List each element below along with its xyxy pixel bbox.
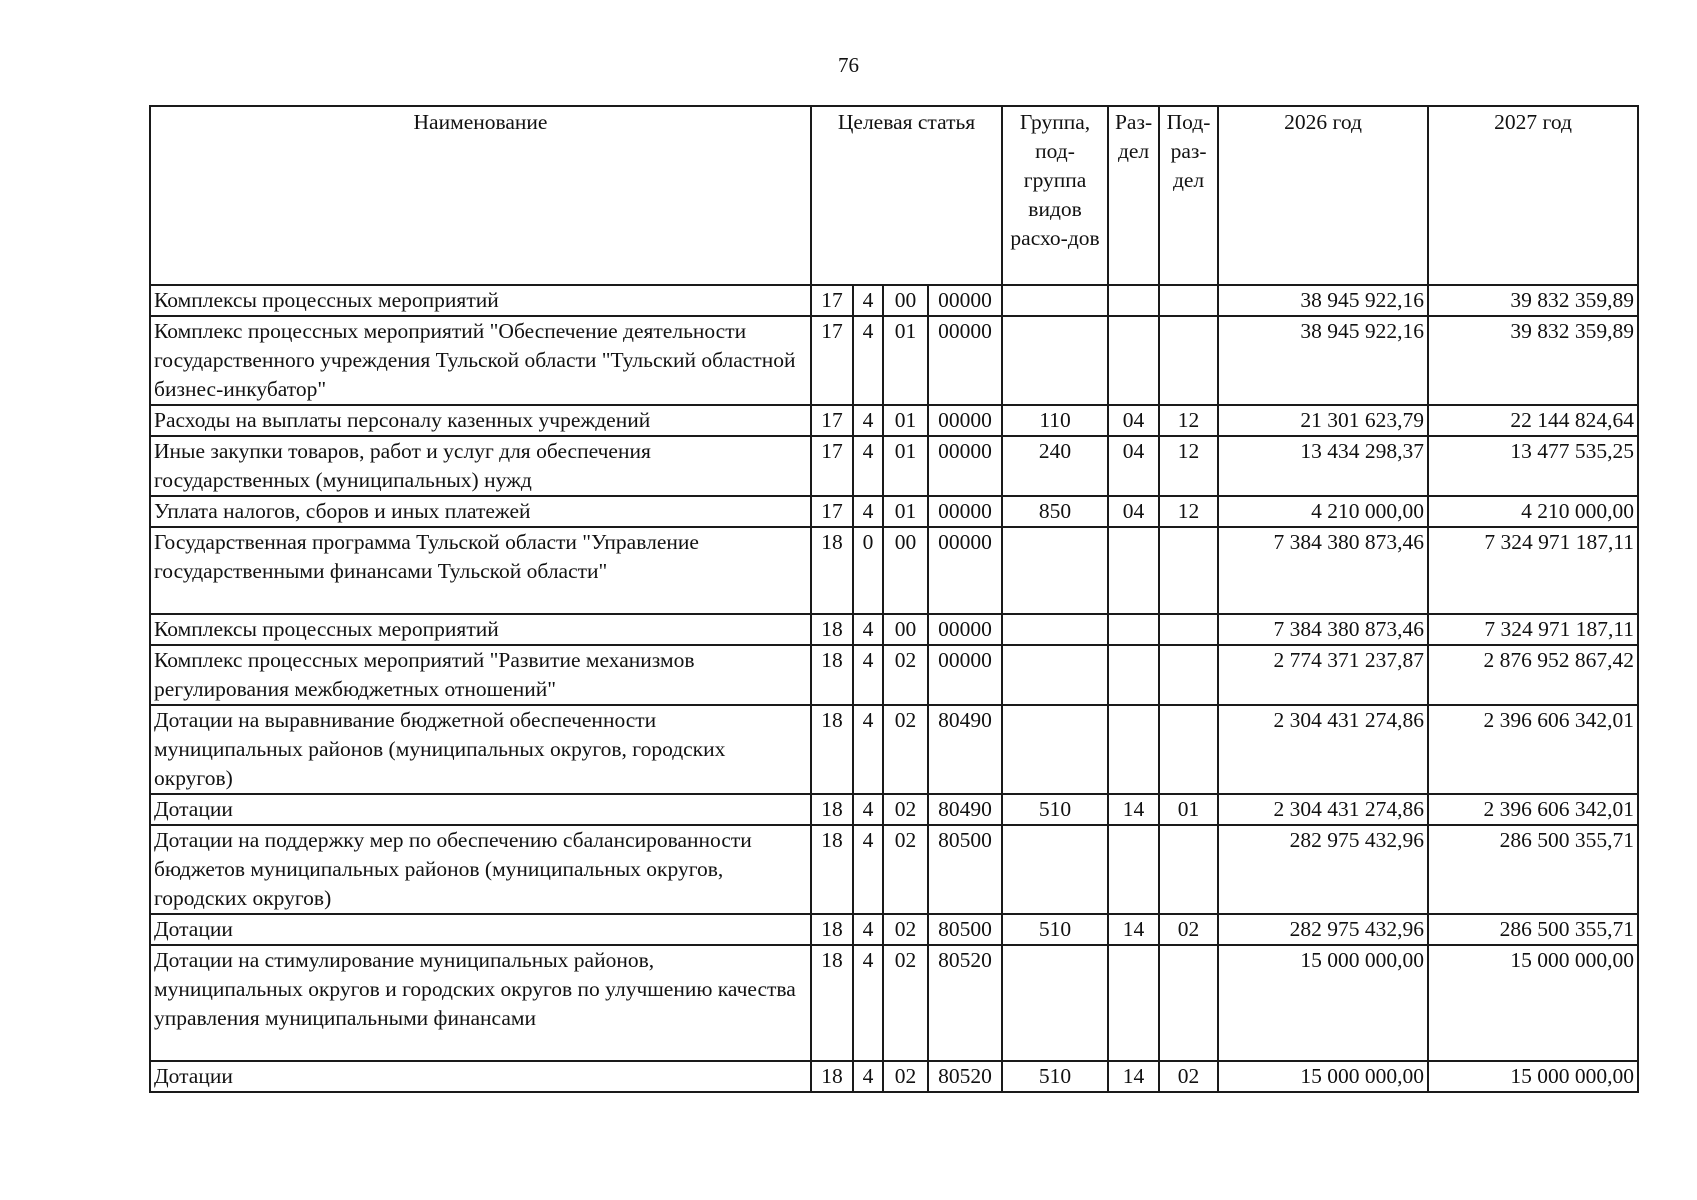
code-type: 4 (853, 645, 883, 705)
section (1108, 945, 1159, 1061)
amount-2027: 286 500 355,71 (1428, 914, 1638, 945)
table-row (150, 945, 1638, 1061)
code-direction: 00000 (928, 496, 1002, 527)
subsection (1159, 316, 1218, 405)
code-type: 4 (853, 945, 883, 1061)
code-direction: 00000 (928, 316, 1002, 405)
code-complex: 00 (883, 285, 928, 316)
code-direction: 00000 (928, 436, 1002, 496)
amount-2026: 282 975 432,96 (1218, 825, 1428, 914)
code-complex: 02 (883, 645, 928, 705)
header-expense-group: Группа, под-группа видов расхо-дов (1002, 106, 1108, 285)
row-name: Комплекс процессных мероприятий "Обеспечение деятельности государственного учреждения Тульской области "Тульский областной бизнес-инкубатор" (150, 316, 811, 405)
amount-2026: 2 304 431 274,86 (1218, 705, 1428, 794)
code-direction: 80500 (928, 914, 1002, 945)
code-complex: 02 (883, 794, 928, 825)
amount-2026: 15 000 000,00 (1218, 1061, 1428, 1092)
section: 04 (1108, 405, 1159, 436)
code-program: 17 (811, 496, 853, 527)
code-program: 17 (811, 405, 853, 436)
table-row (150, 914, 1638, 945)
section (1108, 614, 1159, 645)
section: 04 (1108, 436, 1159, 496)
amount-2027: 4 210 000,00 (1428, 496, 1638, 527)
code-direction: 00000 (928, 527, 1002, 614)
code-program: 17 (811, 285, 853, 316)
amount-2027: 2 396 606 342,01 (1428, 794, 1638, 825)
amount-2027: 2 396 606 342,01 (1428, 705, 1638, 794)
row-name: Дотации (150, 914, 811, 945)
table-row (150, 496, 1638, 527)
section: 14 (1108, 794, 1159, 825)
amount-2027: 39 832 359,89 (1428, 285, 1638, 316)
subsection: 01 (1159, 794, 1218, 825)
expense-group (1002, 527, 1108, 614)
table-row (150, 614, 1638, 645)
code-type: 4 (853, 1061, 883, 1092)
code-program: 18 (811, 614, 853, 645)
row-name: Расходы на выплаты персоналу казенных учреждений (150, 405, 811, 436)
table-row (150, 527, 1638, 614)
subsection (1159, 825, 1218, 914)
code-complex: 01 (883, 496, 928, 527)
code-type: 4 (853, 705, 883, 794)
section: 14 (1108, 1061, 1159, 1092)
code-complex: 00 (883, 614, 928, 645)
code-complex: 02 (883, 914, 928, 945)
table-row (150, 645, 1638, 705)
amount-2027: 39 832 359,89 (1428, 316, 1638, 405)
section (1108, 316, 1159, 405)
amount-2026: 21 301 623,79 (1218, 405, 1428, 436)
code-direction: 80490 (928, 705, 1002, 794)
code-direction: 00000 (928, 405, 1002, 436)
code-direction: 00000 (928, 285, 1002, 316)
code-program: 17 (811, 316, 853, 405)
code-type: 4 (853, 825, 883, 914)
amount-2026: 4 210 000,00 (1218, 496, 1428, 527)
amount-2027: 7 324 971 187,11 (1428, 527, 1638, 614)
code-program: 17 (811, 436, 853, 496)
code-type: 4 (853, 316, 883, 405)
amount-2027: 286 500 355,71 (1428, 825, 1638, 914)
subsection: 02 (1159, 1061, 1218, 1092)
amount-2026: 282 975 432,96 (1218, 914, 1428, 945)
subsection (1159, 645, 1218, 705)
amount-2026: 38 945 922,16 (1218, 285, 1428, 316)
code-program: 18 (811, 645, 853, 705)
code-program: 18 (811, 945, 853, 1061)
amount-2026: 15 000 000,00 (1218, 945, 1428, 1061)
code-complex: 01 (883, 405, 928, 436)
subsection: 12 (1159, 496, 1218, 527)
code-complex: 01 (883, 436, 928, 496)
section (1108, 285, 1159, 316)
row-name: Комплекс процессных мероприятий "Развитие механизмов регулирования межбюджетных отношений" (150, 645, 811, 705)
row-name: Иные закупки товаров, работ и услуг для обеспечения государственных (муниципальных) нужд (150, 436, 811, 496)
code-complex: 02 (883, 1061, 928, 1092)
expense-group (1002, 945, 1108, 1061)
row-name: Комплексы процессных мероприятий (150, 614, 811, 645)
row-name: Дотации на выравнивание бюджетной обеспеченности муниципальных районов (муниципальных округов, городских округов) (150, 705, 811, 794)
code-direction: 00000 (928, 614, 1002, 645)
expense-group: 510 (1002, 914, 1108, 945)
code-direction: 80490 (928, 794, 1002, 825)
subsection: 02 (1159, 914, 1218, 945)
section (1108, 527, 1159, 614)
code-direction: 80520 (928, 945, 1002, 1061)
amount-2026: 7 384 380 873,46 (1218, 527, 1428, 614)
row-name: Дотации на стимулирование муниципальных районов, муниципальных округов и городских округов по улучшению качества управления муниципальными финансами (150, 945, 811, 1061)
code-direction: 00000 (928, 645, 1002, 705)
amount-2026: 2 304 431 274,86 (1218, 794, 1428, 825)
code-complex: 02 (883, 945, 928, 1061)
header-section: Раз-дел (1108, 106, 1159, 285)
amount-2027: 22 144 824,64 (1428, 405, 1638, 436)
code-program: 18 (811, 794, 853, 825)
code-type: 4 (853, 914, 883, 945)
budget-table (149, 105, 1639, 1093)
row-name: Дотации на поддержку мер по обеспечению сбалансированности бюджетов муниципальных районов (муниципальных округов, городских округов) (150, 825, 811, 914)
amount-2027: 15 000 000,00 (1428, 1061, 1638, 1092)
table-row (150, 285, 1638, 316)
section: 14 (1108, 914, 1159, 945)
section (1108, 825, 1159, 914)
table-row (150, 1061, 1638, 1092)
code-complex: 01 (883, 316, 928, 405)
row-name: Дотации (150, 794, 811, 825)
amount-2027: 15 000 000,00 (1428, 945, 1638, 1061)
code-type: 4 (853, 436, 883, 496)
expense-group (1002, 316, 1108, 405)
code-complex: 02 (883, 705, 928, 794)
amount-2027: 7 324 971 187,11 (1428, 614, 1638, 645)
row-name: Комплексы процессных мероприятий (150, 285, 811, 316)
section (1108, 645, 1159, 705)
amount-2027: 13 477 535,25 (1428, 436, 1638, 496)
expense-group: 110 (1002, 405, 1108, 436)
subsection: 12 (1159, 405, 1218, 436)
expense-group: 850 (1002, 496, 1108, 527)
header-subsection: Под-раз-дел (1159, 106, 1218, 285)
amount-2026: 38 945 922,16 (1218, 316, 1428, 405)
code-program: 18 (811, 914, 853, 945)
code-complex: 02 (883, 825, 928, 914)
expense-group (1002, 645, 1108, 705)
expense-group: 510 (1002, 1061, 1108, 1092)
expense-group: 240 (1002, 436, 1108, 496)
table-row (150, 405, 1638, 436)
table-row (150, 825, 1638, 914)
code-type: 4 (853, 285, 883, 316)
table-row (150, 794, 1638, 825)
code-type: 4 (853, 405, 883, 436)
amount-2026: 13 434 298,37 (1218, 436, 1428, 496)
expense-group (1002, 825, 1108, 914)
subsection (1159, 614, 1218, 645)
subsection (1159, 705, 1218, 794)
code-program: 18 (811, 825, 853, 914)
amount-2027: 2 876 952 867,42 (1428, 645, 1638, 705)
header-name: Наименование (150, 106, 811, 285)
code-program: 18 (811, 527, 853, 614)
code-complex: 00 (883, 527, 928, 614)
code-program: 18 (811, 705, 853, 794)
expense-group (1002, 614, 1108, 645)
subsection (1159, 527, 1218, 614)
header-row (150, 106, 1638, 285)
expense-group (1002, 285, 1108, 316)
table-row (150, 316, 1638, 405)
row-name: Уплата налогов, сборов и иных платежей (150, 496, 811, 527)
code-type: 4 (853, 794, 883, 825)
code-type: 4 (853, 614, 883, 645)
amount-2026: 2 774 371 237,87 (1218, 645, 1428, 705)
subsection: 12 (1159, 436, 1218, 496)
page-number: 76 (838, 53, 859, 77)
header-year-2026: 2026 год (1218, 106, 1428, 285)
section (1108, 705, 1159, 794)
subsection (1159, 285, 1218, 316)
header-year-2027: 2027 год (1428, 106, 1638, 285)
code-type: 4 (853, 496, 883, 527)
header-target-article: Целевая статья (811, 106, 1002, 285)
code-direction: 80500 (928, 825, 1002, 914)
row-name: Дотации (150, 1061, 811, 1092)
table-row (150, 705, 1638, 794)
row-name: Государственная программа Тульской области "Управление государственными финансами Тульской области" (150, 527, 811, 614)
subsection (1159, 945, 1218, 1061)
expense-group: 510 (1002, 794, 1108, 825)
section: 04 (1108, 496, 1159, 527)
code-direction: 80520 (928, 1061, 1002, 1092)
amount-2026: 7 384 380 873,46 (1218, 614, 1428, 645)
code-type: 0 (853, 527, 883, 614)
expense-group (1002, 705, 1108, 794)
table-row (150, 436, 1638, 496)
code-program: 18 (811, 1061, 853, 1092)
